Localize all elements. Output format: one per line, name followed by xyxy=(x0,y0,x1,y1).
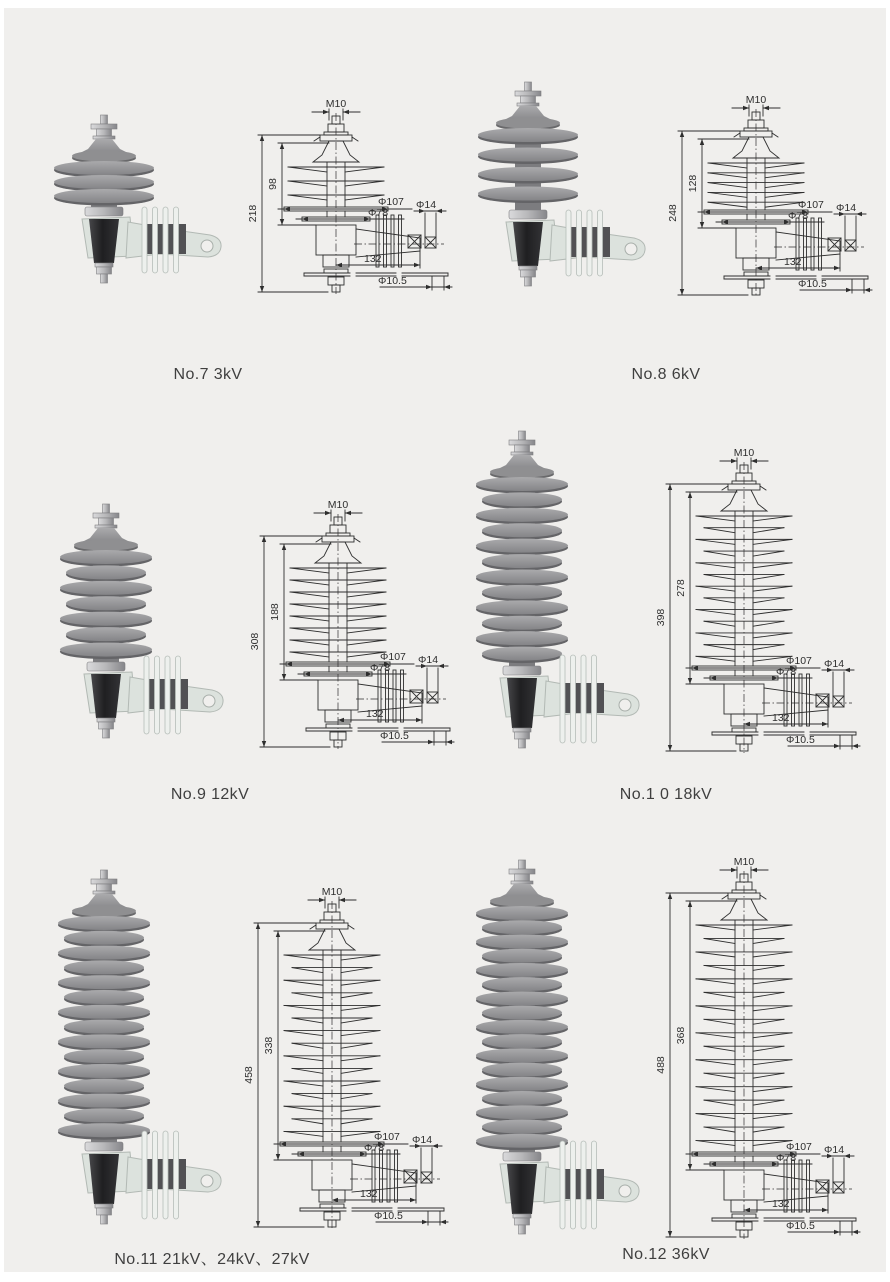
dim-terminal-diameter: Φ14 xyxy=(824,658,845,670)
dim-base-diameter: Φ78 xyxy=(776,1152,797,1164)
dim-housing-height: 128 xyxy=(687,174,699,193)
product-label: No.9 12kV xyxy=(170,786,250,803)
dim-hole-diameter: Φ10.5 xyxy=(378,275,407,287)
dim-bracket-length: 132 xyxy=(772,1198,790,1210)
arrester-photo-svg xyxy=(452,80,652,298)
dim-overall-height: 458 xyxy=(243,1066,255,1084)
dim-base-diameter: Φ78 xyxy=(364,1142,385,1154)
product-label: No.11 21kV、24kV、27kV xyxy=(114,1251,310,1268)
dimension-drawing-svg xyxy=(244,97,456,295)
dim-hole-diameter: Φ10.5 xyxy=(380,730,409,742)
product-cell-no12 xyxy=(446,855,864,1240)
arrester-photo-svg xyxy=(446,858,646,1240)
dim-overall-height: 488 xyxy=(655,1056,667,1074)
dim-shed-diameter: Φ107 xyxy=(798,199,824,211)
dim-housing-height: 368 xyxy=(675,1026,687,1045)
dimension-drawing-svg xyxy=(246,498,458,750)
product-cell-no11 xyxy=(28,885,452,1230)
dim-housing-height: 278 xyxy=(675,579,687,597)
dimension-drawing-svg xyxy=(652,855,864,1240)
product-label: No.1 0 18kV xyxy=(619,786,713,803)
dimension-drawing xyxy=(240,885,452,1230)
product-cell-no7 xyxy=(28,95,456,295)
arrester-photo xyxy=(30,502,230,750)
dim-base-diameter: Φ78 xyxy=(788,210,809,222)
dim-terminal-diameter: Φ14 xyxy=(418,654,439,666)
dim-thread: M10 xyxy=(733,447,755,459)
dim-bracket-length: 132 xyxy=(360,1188,378,1200)
dimension-drawing-svg xyxy=(664,93,876,298)
product-label: No.12 36kV xyxy=(622,1246,710,1263)
dim-shed-diameter: Φ107 xyxy=(380,651,406,663)
dim-overall-height: 218 xyxy=(247,204,259,223)
product-cell-no10 xyxy=(446,446,864,754)
dim-terminal-diameter: Φ14 xyxy=(836,202,857,214)
dim-shed-diameter: Φ107 xyxy=(378,196,404,208)
dim-thread: M10 xyxy=(327,499,349,511)
arrester-photo-svg xyxy=(28,113,228,295)
arrester-photo xyxy=(28,113,228,295)
product-label: No.8 6kV xyxy=(631,366,701,383)
arrester-photo xyxy=(446,858,646,1240)
product-cell-no9 xyxy=(30,498,458,750)
arrester-photo xyxy=(446,429,646,754)
dim-housing-height: 98 xyxy=(267,178,279,190)
arrester-photo xyxy=(28,868,228,1230)
dim-thread: M10 xyxy=(745,94,767,106)
dim-housing-height: 338 xyxy=(263,1036,275,1055)
arrester-photo xyxy=(452,80,652,298)
dim-hole-diameter: Φ10.5 xyxy=(798,278,827,290)
dim-overall-height: 308 xyxy=(249,632,261,651)
dim-shed-diameter: Φ107 xyxy=(374,1131,400,1143)
dim-bracket-length: 132 xyxy=(772,712,790,724)
dim-terminal-diameter: Φ14 xyxy=(416,199,437,211)
dimension-drawing xyxy=(652,446,864,754)
dim-thread: M10 xyxy=(325,98,347,110)
dimension-drawing xyxy=(664,93,876,298)
dim-base-diameter: Φ78 xyxy=(370,662,391,674)
dim-terminal-diameter: Φ14 xyxy=(824,1144,845,1156)
dim-bracket-length: 132 xyxy=(364,253,382,265)
dimension-drawing-svg xyxy=(652,446,864,754)
dim-housing-height: 188 xyxy=(269,603,281,621)
dim-thread: M10 xyxy=(733,856,755,868)
dim-overall-height: 248 xyxy=(667,204,679,222)
dim-overall-height: 398 xyxy=(655,608,667,627)
dim-base-diameter: Φ78 xyxy=(368,207,389,219)
arrester-photo-svg xyxy=(28,868,228,1230)
dim-hole-diameter: Φ10.5 xyxy=(374,1210,403,1222)
dimension-drawing xyxy=(244,97,456,295)
dim-bracket-length: 132 xyxy=(366,708,384,720)
dim-shed-diameter: Φ107 xyxy=(786,1141,812,1153)
dimension-drawing xyxy=(246,498,458,750)
dimension-drawing xyxy=(652,855,864,1240)
arrester-photo-svg xyxy=(446,429,646,754)
dim-thread: M10 xyxy=(321,886,343,898)
dim-base-diameter: Φ78 xyxy=(776,666,797,678)
dim-hole-diameter: Φ10.5 xyxy=(786,1220,815,1232)
product-cell-no8 xyxy=(452,92,876,298)
dim-shed-diameter: Φ107 xyxy=(786,655,812,667)
dim-hole-diameter: Φ10.5 xyxy=(786,734,815,746)
arrester-photo-svg xyxy=(30,502,230,750)
product-label: No.7 3kV xyxy=(173,366,243,383)
dim-terminal-diameter: Φ14 xyxy=(412,1134,433,1146)
dim-bracket-length: 132 xyxy=(784,256,802,268)
dimension-drawing-svg xyxy=(240,885,452,1230)
